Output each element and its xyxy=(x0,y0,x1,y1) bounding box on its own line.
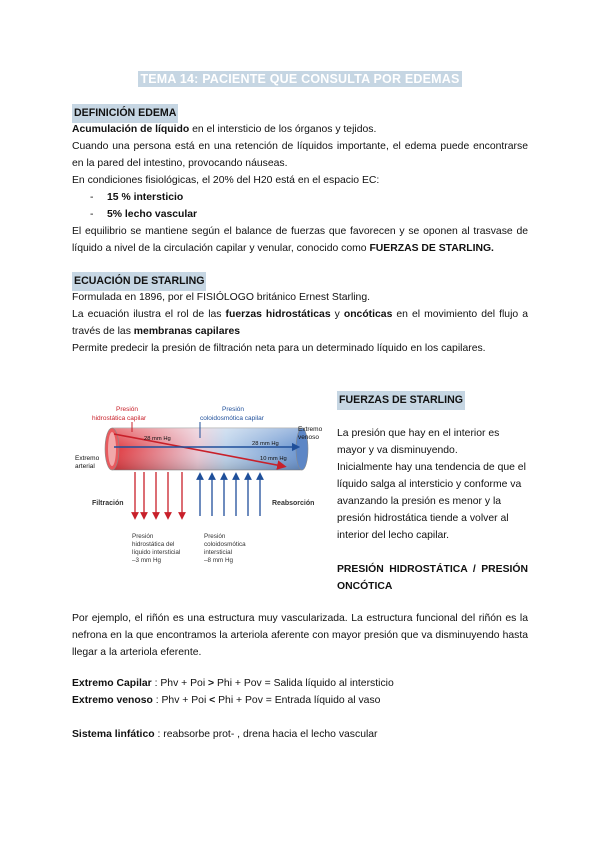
ecuacion-para3: Permite predecir la presión de filtración neta para un determinado líquido en los capilares. xyxy=(72,343,486,354)
label-extremo-arterial-2: arterial xyxy=(75,463,95,470)
linfatico-line: Sistema linfático : reabsorbe prot- , drena hacia el lecho vascular xyxy=(72,729,378,740)
label-hidro-cap-2: hidrostática capilar xyxy=(92,415,147,422)
svg-text:intersticial: intersticial xyxy=(204,549,232,556)
list-item: - 15 % intersticio xyxy=(90,192,184,203)
extremo-capilar: Extremo Capilar : Phv + Poi > Phi + Pov = Salida líquido al intersticio xyxy=(72,678,394,689)
definicion-bullets xyxy=(72,189,528,223)
capillary-vessel xyxy=(105,428,308,470)
label-bottom-left xyxy=(132,533,180,564)
definicion-para4: El equilibrio se mantiene según el balance de fuerzas que favorecen y se oponen al trasvase de líquido a nivel de la circulación capilar y venular, conocido como FUERZAS DE STARLING. xyxy=(72,226,528,254)
svg-text:líquido intersticial: líquido intersticial xyxy=(132,549,181,556)
fuerzas-para1: La presión que hay en el interior es mayor y va disminuyendo. xyxy=(337,428,500,456)
heading-definicion: DEFINICIÓN EDEMA xyxy=(72,104,178,123)
svg-text:–8 mm Hg: –8 mm Hg xyxy=(204,557,234,564)
section-extremos xyxy=(72,675,528,709)
section-ecuacion xyxy=(72,272,528,357)
heading-fuerzas: FUERZAS DE STARLING xyxy=(337,391,465,410)
filtration-arrows xyxy=(135,472,182,516)
label-10mmhg: 10 mm Hg xyxy=(260,456,287,462)
ejemplo-para: Por ejemplo, el riñón es una estructura muy vascularizada. La estructura funcional del riñón es la nefrona en la que encontramos la arteriola aferente con mayor presión que va disminuyendo hasta llegar a la arteriola eferente. xyxy=(72,613,528,658)
svg-text:Presión: Presión xyxy=(132,533,154,540)
label-hidro-cap-1: Presión xyxy=(116,406,139,413)
svg-text:–3 mm Hg: –3 mm Hg xyxy=(132,557,162,564)
svg-text:coloidosmótica: coloidosmótica xyxy=(204,541,246,548)
section-ejemplo xyxy=(72,610,528,661)
reabsorption-arrows xyxy=(200,476,260,516)
svg-text:Presión: Presión xyxy=(204,533,226,540)
definicion-line1: Acumulación de líquido en el intersticio de los órganos y tejidos. xyxy=(72,124,377,135)
fuerzas-para2: Inicialmente hay una tendencia de que el líquido salga al intersticio y conforme va avanzando la presión es menor y la presión hidrostática tiende a volver al interior del lecho capilar. xyxy=(337,462,526,541)
label-28mmhg-top: 28 mm Hg xyxy=(144,436,171,442)
title-text: TEMA 14: PACIENTE QUE CONSULTA POR EDEMAS xyxy=(140,72,460,86)
label-colo-cap-1: Presión xyxy=(222,406,245,413)
section-fuerzas xyxy=(337,391,528,595)
svg-text:hidrostática del: hidrostática del xyxy=(132,541,175,548)
section-linfatico xyxy=(72,726,528,743)
section-definicion xyxy=(72,104,528,257)
definicion-para3: En condiciones fisiológicas, el 20% del H20 está en el espacio EC: xyxy=(72,175,380,186)
label-filtracion: Filtración xyxy=(92,500,124,507)
extremo-venoso: Extremo venoso : Phv + Poi < Phi + Pov = Entrada líquido al vaso xyxy=(72,695,381,706)
label-extremo-venoso-1: Extremo xyxy=(298,426,323,433)
starling-capillary-diagram xyxy=(72,398,327,576)
label-extremo-arterial-1: Extremo xyxy=(75,455,100,462)
fuerzas-bold-line2: ONCÓTICA xyxy=(337,581,393,592)
label-colo-cap-2: coloidosmótica capilar xyxy=(200,415,264,422)
list-item: - 5% lecho vascular xyxy=(90,209,198,220)
page-title xyxy=(0,72,600,86)
label-bottom-right xyxy=(204,533,246,564)
label-28mmhg-right: 28 mm Hg xyxy=(252,441,279,447)
heading-ecuacion: ECUACIÓN DE STARLING xyxy=(72,272,206,291)
ecuacion-line1: Formulada en 1896, por el FISIÓLOGO británico Ernest Starling. xyxy=(72,292,371,303)
ecuacion-para2: La ecuación ilustra el rol de las fuerzas hidrostáticas y oncóticas en el movimiento del flujo a través de las membranas capilares xyxy=(72,309,528,337)
definicion-para2: Cuando una persona está en una retención de líquidos importante, el edema puede encontrarse en la pared del intestino, provocando náuseas. xyxy=(72,141,528,169)
fuerzas-bold-line1: PRESIÓN HIDROSTÁTICA / PRESIÓN xyxy=(337,564,528,575)
label-extremo-venoso-2: venoso xyxy=(298,434,319,441)
label-reabsorcion: Reabsorción xyxy=(272,500,315,507)
